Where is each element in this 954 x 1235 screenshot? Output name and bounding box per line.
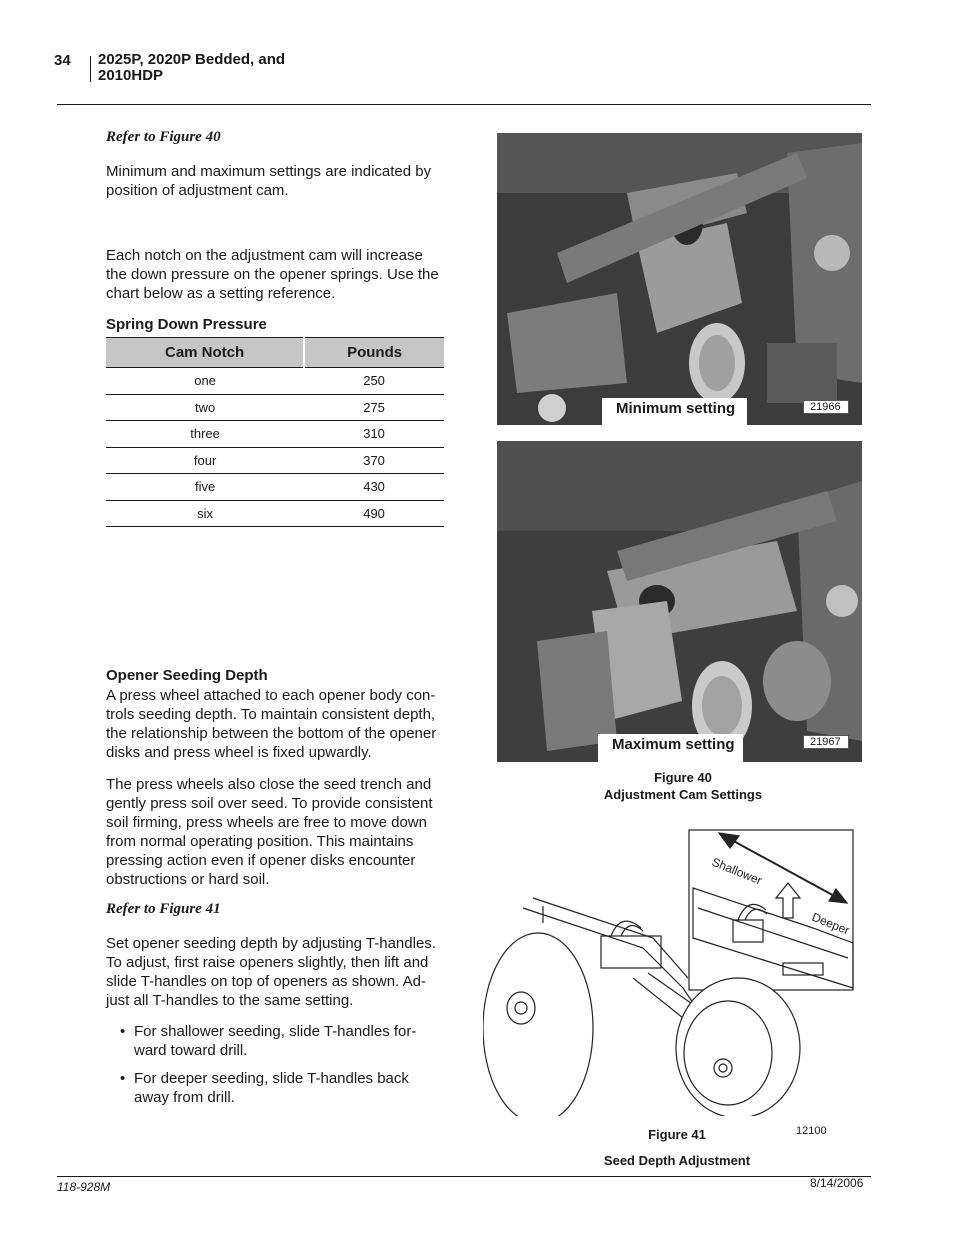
footer-rule — [57, 1176, 871, 1177]
photo-minimum-setting — [497, 133, 862, 425]
photo-maximum-illustration — [497, 441, 862, 762]
seed-depth-illustration — [483, 828, 855, 1116]
paragraph-t-handles: Set opener seeding depth by adjusting T-handles. To adjust, first raise openers slightly, then lift and slide T-handles on top of openers as shown. Ad-just all T-handles to the same setting. — [106, 935, 436, 1009]
document-date: 8/14/2006 — [810, 1176, 864, 1190]
header-divider — [90, 56, 91, 82]
table-header-row — [106, 338, 444, 368]
pounds-cell: 310 — [304, 421, 444, 448]
figure-40-caption — [497, 769, 869, 803]
page-title — [98, 52, 358, 84]
cam-notch-cell: three — [106, 421, 304, 448]
figure-41-drawing — [483, 828, 855, 1116]
cam-notch-cell: six — [106, 500, 304, 527]
table-row — [106, 500, 444, 527]
section-heading-seeding-depth: Opener Seeding Depth — [106, 667, 268, 684]
document-number: 118-928M — [57, 1180, 111, 1194]
figure-41-number: 12100 — [796, 1125, 827, 1137]
column-header-cam-notch: Cam Notch — [106, 338, 304, 368]
photo-number-21966: 21966 — [803, 400, 849, 414]
table-row — [106, 368, 444, 395]
list-item: • For deeper seeding, slide T-handles back away from drill. — [118, 1069, 438, 1107]
label-shallower: Shallower — [709, 854, 764, 888]
paragraph-min-max: Minimum and maximum settings are indicated by position of adjustment cam. — [106, 163, 432, 199]
pounds-cell: 490 — [304, 500, 444, 527]
spring-pressure-table — [106, 337, 444, 527]
photo-minimum-illustration — [497, 133, 862, 425]
pounds-cell: 275 — [304, 394, 444, 421]
pounds-cell: 430 — [304, 474, 444, 501]
list-item: • For shallower seeding, slide T-handles for-ward toward drill. — [118, 1022, 438, 1060]
photo-maximum-setting — [497, 441, 862, 762]
column-header-pounds: Pounds — [304, 338, 444, 368]
figure-41-caption-number: Figure 41 — [648, 1127, 706, 1142]
page-title-line-1: 2025P, 2020P Bedded, and — [98, 51, 286, 68]
paragraph-press-wheels-close: The press wheels also close the seed trench and gently press soil over seed. To provide consistent soil firming, press wheels are free to move down from normal operating position. This maintains pressing action even if opener disks encounter obstructions or hard soil. — [106, 776, 433, 888]
figure-40-caption-number: Figure 40 — [654, 770, 712, 785]
photo-number-21967: 21967 — [803, 735, 849, 749]
pounds-cell: 370 — [304, 447, 444, 474]
figure-40-caption-title: Adjustment Cam Settings — [603, 787, 763, 802]
table-row — [106, 474, 444, 501]
table-row — [106, 447, 444, 474]
cam-notch-cell: one — [106, 368, 304, 395]
table-row — [106, 421, 444, 448]
photo-label-maximum: Maximum setting — [598, 734, 743, 762]
page-title-line-2: 2010HDP — [98, 67, 164, 84]
pounds-cell: 250 — [304, 368, 444, 395]
cam-notch-cell: two — [106, 394, 304, 421]
figure-41-caption-title: Seed Depth Adjustment — [603, 1153, 751, 1168]
table-title: Spring Down Pressure — [106, 316, 267, 333]
spring-pressure-grid — [106, 337, 444, 527]
header-rule — [57, 104, 871, 105]
figure-reference-40: Refer to Figure 40 — [106, 129, 221, 145]
label-deeper: Deeper — [809, 909, 852, 938]
paragraph-notch: Each notch on the adjustment cam will increase the down pressure on the opener springs. Use the chart below as a setting reference. — [106, 247, 439, 302]
photo-label-minimum: Minimum setting — [602, 398, 747, 425]
cam-notch-cell: five — [106, 474, 304, 501]
cam-notch-cell: four — [106, 447, 304, 474]
bullet-list — [118, 1022, 438, 1116]
figure-reference-41: Refer to Figure 41 — [106, 901, 221, 917]
paragraph-press-wheel: A press wheel attached to each opener body con-trols seeding depth. To maintain consistent depth, the relationship between the bottom of the opener disks and press wheel is fixed upwardly. — [106, 687, 437, 761]
page-number: 34 — [54, 52, 71, 69]
table-row — [106, 394, 444, 421]
